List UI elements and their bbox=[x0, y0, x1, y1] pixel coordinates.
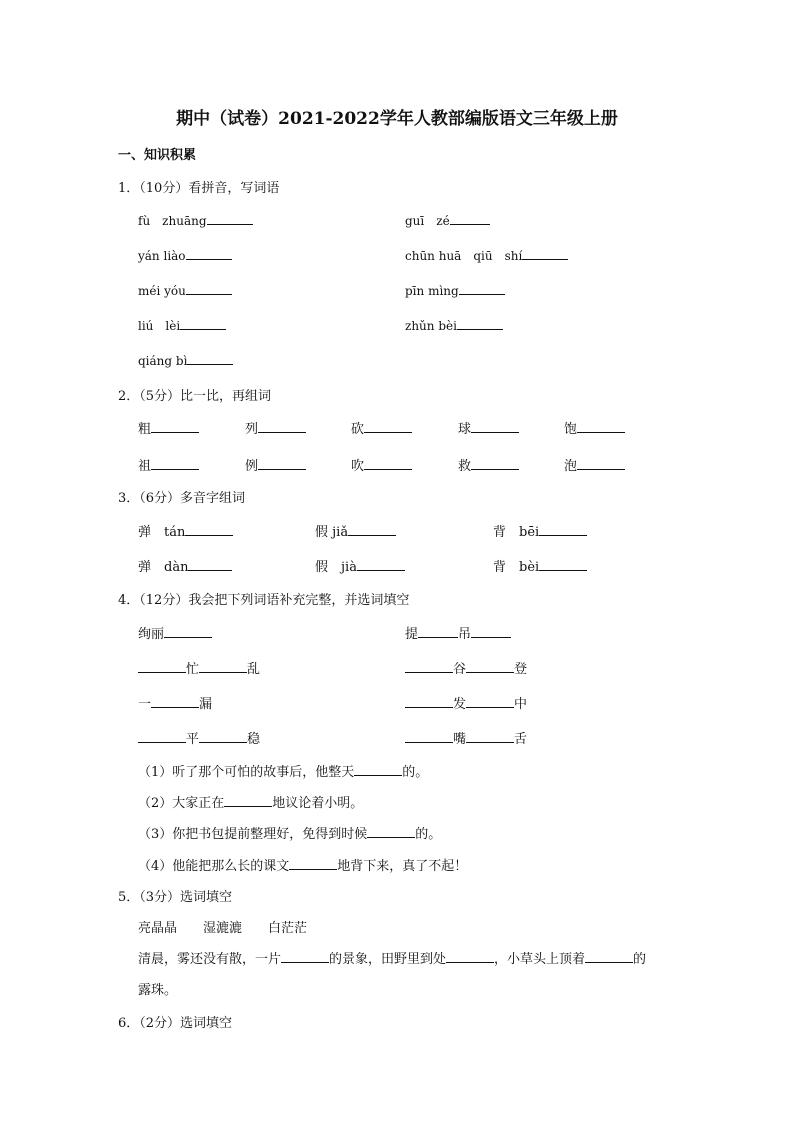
q2-item: 球 bbox=[458, 418, 519, 437]
question-3-label: 3．（6分）多音字组词 bbox=[118, 491, 246, 506]
answer-blank[interactable] bbox=[164, 625, 212, 638]
answer-blank[interactable] bbox=[186, 247, 232, 260]
q4-word: 忙 乱 bbox=[138, 658, 260, 677]
q4-sentence-1: （1）听了那个可怕的故事后，他整天 的。 bbox=[138, 765, 429, 780]
q2-item: 吹 bbox=[351, 455, 412, 474]
answer-blank[interactable] bbox=[457, 317, 503, 330]
answer-blank[interactable] bbox=[348, 523, 396, 536]
q2-item: 砍 bbox=[351, 418, 412, 437]
q3-item: 弹 tán bbox=[138, 521, 233, 540]
q5-paragraph-line-2: 露珠。 bbox=[138, 983, 178, 998]
q4-word: 嘴 舌 bbox=[405, 728, 527, 747]
answer-blank[interactable] bbox=[466, 695, 514, 708]
answer-blank[interactable] bbox=[364, 420, 412, 433]
question-4-label: 4．（12分）我会把下列词语补充完整，并选词填空 bbox=[118, 593, 410, 608]
answer-blank[interactable] bbox=[446, 950, 494, 963]
answer-blank[interactable] bbox=[186, 282, 232, 295]
answer-blank[interactable] bbox=[466, 730, 514, 743]
q1-item-4: chūn huā qiū shí bbox=[405, 247, 568, 264]
answer-blank[interactable] bbox=[459, 282, 505, 295]
answer-blank[interactable] bbox=[187, 352, 233, 365]
q4-sentence-3: （3）你把书包提前整理好，免得到时候 的。 bbox=[138, 827, 442, 842]
answer-blank[interactable] bbox=[188, 558, 232, 571]
q5-options bbox=[138, 917, 307, 936]
q1-item-3: yán liào bbox=[138, 247, 232, 263]
answer-blank[interactable] bbox=[357, 558, 405, 571]
question-1-label: 1．（10分）看拼音，写词语 bbox=[118, 181, 280, 196]
q3-item: 背 bèi bbox=[493, 556, 587, 575]
q1-item-5: méi yóu bbox=[138, 282, 232, 298]
answer-blank[interactable] bbox=[522, 247, 568, 260]
answer-blank[interactable] bbox=[466, 660, 514, 673]
q1-item-2: guī zé bbox=[405, 212, 490, 229]
q2-item: 饱 bbox=[564, 418, 625, 437]
answer-blank[interactable] bbox=[185, 523, 233, 536]
answer-blank[interactable] bbox=[224, 794, 272, 807]
q1-item-8: zhǔn bèi bbox=[405, 317, 503, 333]
q1-item-9: qiáng bì bbox=[138, 352, 233, 368]
answer-blank[interactable] bbox=[405, 660, 453, 673]
answer-blank[interactable] bbox=[138, 730, 186, 743]
question-2-label: 2．（5分）比一比，再组词 bbox=[118, 389, 272, 404]
q4-word: 谷 登 bbox=[405, 658, 527, 677]
answer-blank[interactable] bbox=[281, 950, 329, 963]
answer-blank[interactable] bbox=[471, 420, 519, 433]
answer-blank[interactable] bbox=[450, 212, 490, 225]
answer-blank[interactable] bbox=[258, 457, 306, 470]
q1-item-1: fù zhuāng bbox=[138, 212, 253, 229]
answer-blank[interactable] bbox=[364, 457, 412, 470]
answer-blank[interactable] bbox=[367, 825, 415, 838]
answer-blank[interactable] bbox=[577, 420, 625, 433]
q2-item: 祖 bbox=[138, 455, 199, 474]
q3-item: 假 jià bbox=[315, 556, 405, 575]
question-5-label: 5．（3分）选词填空 bbox=[118, 890, 233, 905]
q5-option: 白茫茫 bbox=[268, 921, 308, 936]
q4-sentence-4: （4）他能把那么长的课文 地背下来，真了不起！ bbox=[138, 859, 468, 874]
answer-blank[interactable] bbox=[539, 558, 587, 571]
answer-blank[interactable] bbox=[585, 950, 633, 963]
q2-item: 列 bbox=[245, 418, 306, 437]
page-title: 期中（试卷）2021-2022学年人教部编版语文三年级上册 bbox=[176, 109, 618, 129]
answer-blank[interactable] bbox=[289, 857, 337, 870]
q5-paragraph-line-1: 清晨，雾还没有散，一片 的景象，田野里到处 ，小草头上顶着 的 bbox=[138, 952, 647, 967]
q4-word: 绚丽 bbox=[138, 623, 212, 642]
q4-word: 平 稳 bbox=[138, 728, 260, 747]
answer-blank[interactable] bbox=[577, 457, 625, 470]
q2-item: 粗 bbox=[138, 418, 199, 437]
answer-blank[interactable] bbox=[405, 730, 453, 743]
answer-blank[interactable] bbox=[539, 523, 587, 536]
answer-blank[interactable] bbox=[151, 457, 199, 470]
q5-option: 湿漉漉 bbox=[203, 921, 243, 936]
answer-blank[interactable] bbox=[471, 625, 511, 638]
answer-blank[interactable] bbox=[151, 420, 199, 433]
answer-blank[interactable] bbox=[199, 660, 247, 673]
q5-option: 亮晶晶 bbox=[138, 921, 178, 936]
q1-item-7: liú lèi bbox=[138, 317, 226, 334]
answer-blank[interactable] bbox=[471, 457, 519, 470]
answer-blank[interactable] bbox=[405, 695, 453, 708]
q1-item-6: pīn mìng bbox=[405, 282, 505, 298]
section-heading: 一、知识积累 bbox=[118, 148, 197, 163]
q4-sentence-2: （2）大家正在 地议论着小明。 bbox=[138, 796, 364, 811]
answer-blank[interactable] bbox=[180, 317, 226, 330]
answer-blank[interactable] bbox=[258, 420, 306, 433]
answer-blank[interactable] bbox=[354, 763, 402, 776]
q4-word: 一 漏 bbox=[138, 697, 213, 712]
answer-blank[interactable] bbox=[151, 695, 199, 708]
q2-item: 救 bbox=[458, 455, 519, 474]
answer-blank[interactable] bbox=[207, 212, 253, 225]
q3-item: 弹 dàn bbox=[138, 556, 232, 575]
q2-item: 泡 bbox=[564, 455, 625, 474]
question-6-label: 6．（2分）选词填空 bbox=[118, 1016, 233, 1031]
q4-word: 发 中 bbox=[405, 693, 527, 712]
q3-item: 假 jiǎ bbox=[315, 521, 396, 540]
q2-item: 例 bbox=[245, 455, 306, 474]
answer-blank[interactable] bbox=[418, 625, 458, 638]
q4-word: 提 吊 bbox=[405, 623, 511, 642]
answer-blank[interactable] bbox=[199, 730, 247, 743]
q3-item: 背 bēi bbox=[493, 521, 587, 540]
answer-blank[interactable] bbox=[138, 660, 186, 673]
